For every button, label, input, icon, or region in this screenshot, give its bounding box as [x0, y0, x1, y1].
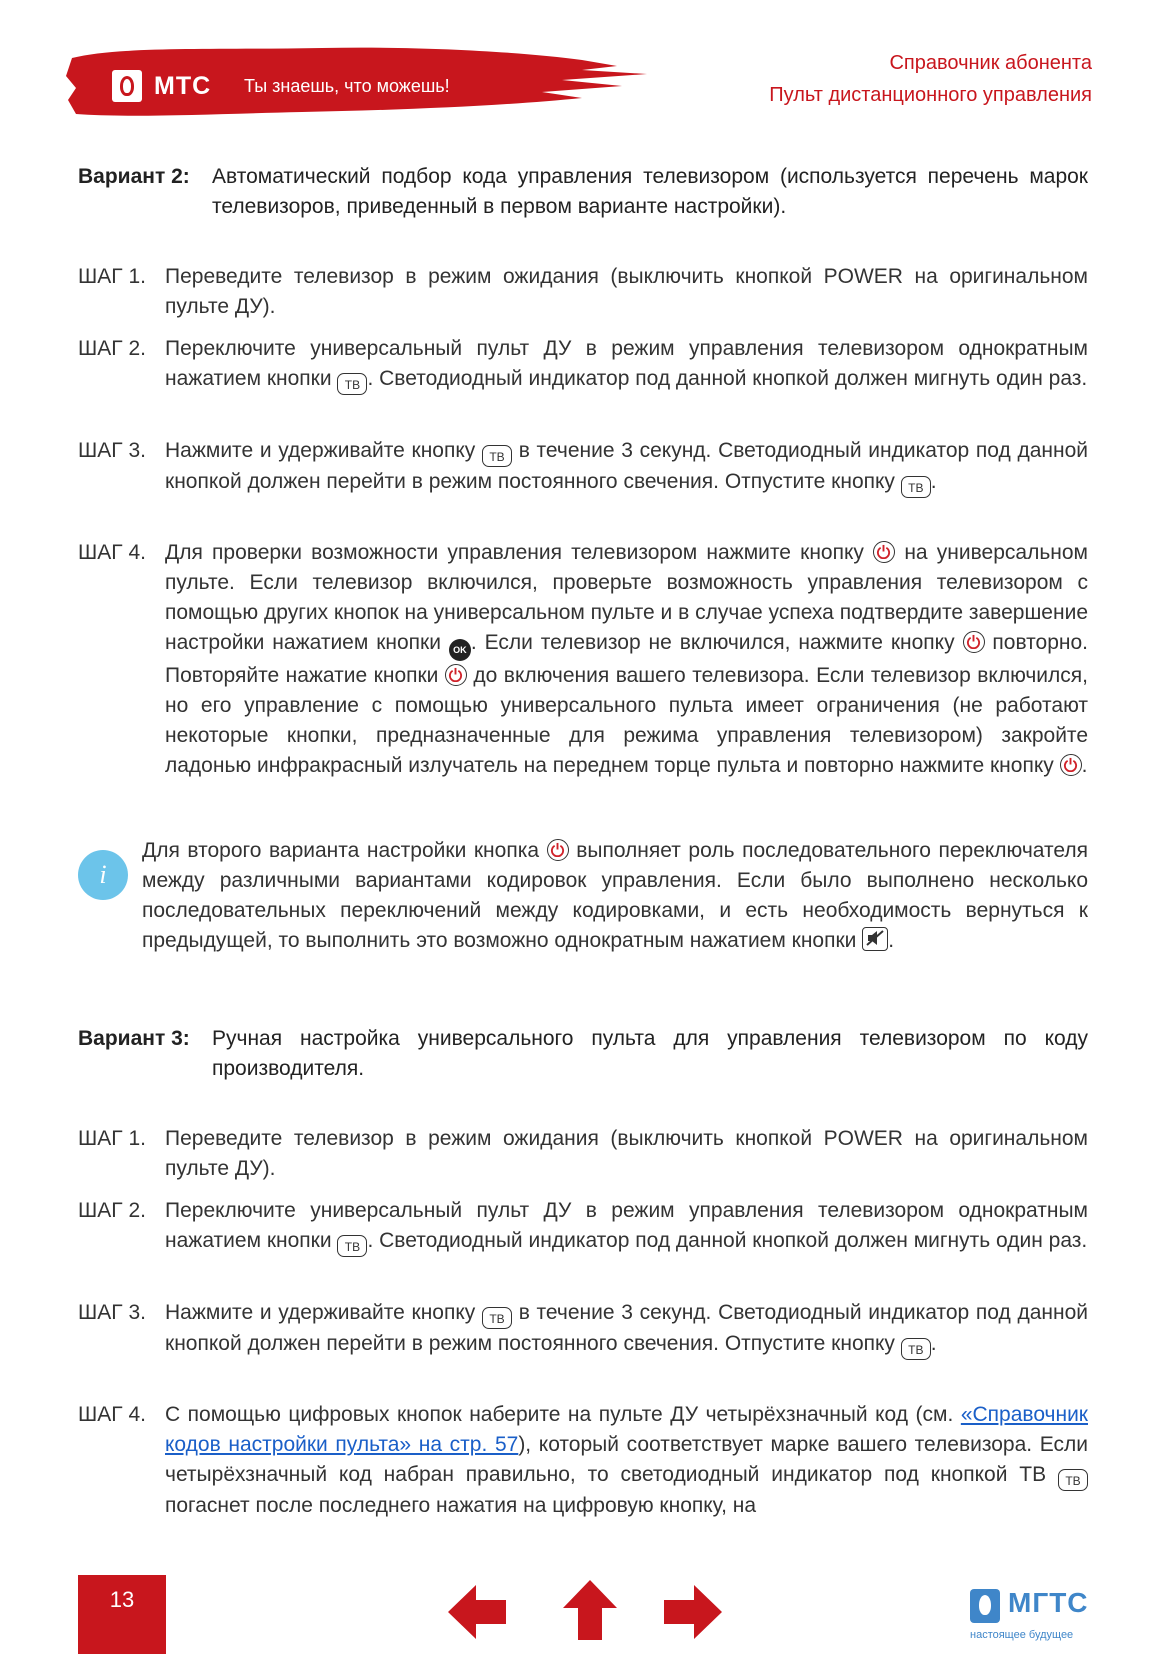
variant-3-heading: [78, 1024, 1088, 1084]
step-text: Переведите телевизор в режим ожидания (выключить кнопкой POWER на оригинальном пульте ДУ).: [165, 265, 1088, 318]
next-page-arrow-icon[interactable]: [660, 1583, 722, 1641]
step-text: ), который соответствует марке вашего телевизора. Если четырёхзначный код набран правильно, то светодиодный индикатор под кнопкой ТВ: [165, 1433, 1089, 1486]
variant-label: Вариант 3:: [78, 1027, 190, 1050]
prev-page-arrow-icon[interactable]: [448, 1583, 510, 1641]
step-text: .: [930, 1332, 937, 1355]
ok-button-icon: OK: [449, 639, 471, 661]
v3-step-1: [78, 1124, 1088, 1184]
mgts-logo-icon: [970, 1589, 1000, 1623]
tv-button-icon: ТВ: [1058, 1469, 1088, 1491]
slogan: Ты знаешь, что можешь!: [244, 76, 450, 96]
step-text: Переключите универсальный пульт ДУ в режим управления телевизором однократным нажатием кнопки: [165, 1199, 1088, 1252]
step-text: погаснет после последнего нажатия на цифровую кнопку, на: [165, 1494, 757, 1517]
tv-button-icon: ТВ: [337, 1235, 367, 1257]
power-button-icon: [445, 664, 467, 686]
tv-button-icon: ТВ: [482, 445, 512, 467]
step-text: .: [1081, 754, 1088, 777]
v2-step-4: [78, 538, 1088, 781]
note-text: выполняет роль последовательного переключателя между различными вариантами кодировок управления. Если было выполнено несколько последовательных переключений между кодировками, и есть необходимость вернуться к предыдущей, то выполнить это возможно однократным нажатием кнопки: [142, 839, 1088, 952]
mute-button-icon: [862, 927, 888, 951]
step-text: в течение 3 секунд. Светодиодный индикатор под данной кнопкой должен перейти в режим постоянного свечения. Отпустите кнопку: [165, 439, 1088, 493]
v3-step-3: [78, 1298, 1088, 1360]
step-text: .: [930, 470, 937, 493]
v2-step-3: [78, 436, 1088, 498]
v2-step-2: [78, 334, 1088, 395]
header-title-line2: Пульт дистанционного управления: [769, 84, 1092, 106]
step-label: ШАГ 3.: [78, 439, 146, 462]
page-number: 13: [78, 1575, 166, 1654]
tv-button-icon: ТВ: [482, 1307, 512, 1329]
step-text: повторно. Повторяйте нажатие кнопки: [165, 631, 1089, 687]
codes-reference-link[interactable]: «Справочник кодов настройки пульта» на стр. 57: [165, 1403, 1088, 1456]
step-text: . Светодиодный индикатор под данной кнопкой должен мигнуть один раз.: [367, 367, 1088, 390]
step-label: ШАГ 4.: [78, 541, 146, 564]
step-text: . Светодиодный индикатор под данной кнопкой должен мигнуть один раз.: [367, 1229, 1088, 1252]
note-text: Для второго варианта настройки кнопка: [142, 839, 540, 862]
step-text: Для проверки возможности управления телевизором нажмите кнопку: [165, 541, 864, 564]
step-text: С помощью цифровых кнопок наберите на пульте ДУ четырёхзначный код (см.: [165, 1403, 961, 1426]
v3-step-4: [78, 1400, 1088, 1521]
v2-step-1: [78, 262, 1088, 322]
mgts-tagline: настоящее будущее: [970, 1629, 1074, 1641]
power-button-icon: [873, 541, 895, 563]
tv-button-icon: ТВ: [901, 1338, 931, 1360]
step-label: ШАГ 2.: [78, 1199, 146, 1222]
power-button-icon: [547, 839, 569, 861]
step-text: Переведите телевизор в режим ожидания (выключить кнопкой POWER на оригинальном пульте ДУ).: [165, 1127, 1088, 1180]
step-label: ШАГ 1.: [78, 1127, 146, 1150]
step-label: ШАГ 1.: [78, 265, 146, 288]
info-icon: i: [78, 850, 128, 900]
step-label: ШАГ 4.: [78, 1403, 146, 1426]
step-text: до включения вашего телевизора. Если телевизор включился, но его управление с помощью универсального пульта имеет ограничения (не работают некоторые кнопки, предназначенные для режима управления телевизором) закройте ладонью инфракрасный излучатель на переднем торце пульта и повторно нажмите кнопку: [165, 664, 1088, 777]
v3-step-2: [78, 1196, 1088, 1257]
variant-label: Вариант 2:: [78, 165, 190, 188]
variant-text: Ручная настройка универсального пульта для управления телевизором по коду производителя.: [212, 1027, 1088, 1080]
step-text: Переключите универсальный пульт ДУ в режим управления телевизором однократным нажатием кнопки: [165, 337, 1088, 390]
step-text: Нажмите и удерживайте кнопку: [165, 1301, 476, 1324]
variant-2-heading: [78, 162, 1088, 222]
up-arrow-icon[interactable]: [561, 1580, 619, 1642]
step-text: на универсальном пульте. Если телевизор включился, проверьте возможность управления телевизором с помощью других кнопок на универсальном пульте и в случае успеха подтвердите завершение настройки нажатием кнопки: [165, 541, 1088, 654]
variant-text: Автоматический подбор кода управления телевизором (используется перечень марок телевизоров, приведенный в первом варианте настройки).: [212, 165, 1088, 218]
step-text: в течение 3 секунд. Светодиодный индикатор под данной кнопкой должен перейти в режим постоянного свечения. Отпустите кнопку: [165, 1301, 1088, 1355]
step-label: ШАГ 3.: [78, 1301, 146, 1324]
tv-button-icon: ТВ: [337, 373, 367, 395]
note-text: .: [888, 929, 895, 952]
mts-logo-text: МТС: [154, 72, 212, 100]
mts-logo-icon: [112, 70, 142, 102]
info-note: [78, 836, 1088, 956]
mgts-brand: МГТС: [1008, 1587, 1089, 1618]
header-title-line1: Справочник абонента: [889, 52, 1092, 74]
step-label: ШАГ 2.: [78, 337, 146, 360]
power-button-icon: [1060, 754, 1082, 776]
step-text: . Если телевизор не включился, нажмите кнопку: [470, 631, 955, 654]
tv-button-icon: ТВ: [901, 476, 931, 498]
power-button-icon: [963, 631, 985, 653]
step-text: Нажмите и удерживайте кнопку: [165, 439, 476, 462]
